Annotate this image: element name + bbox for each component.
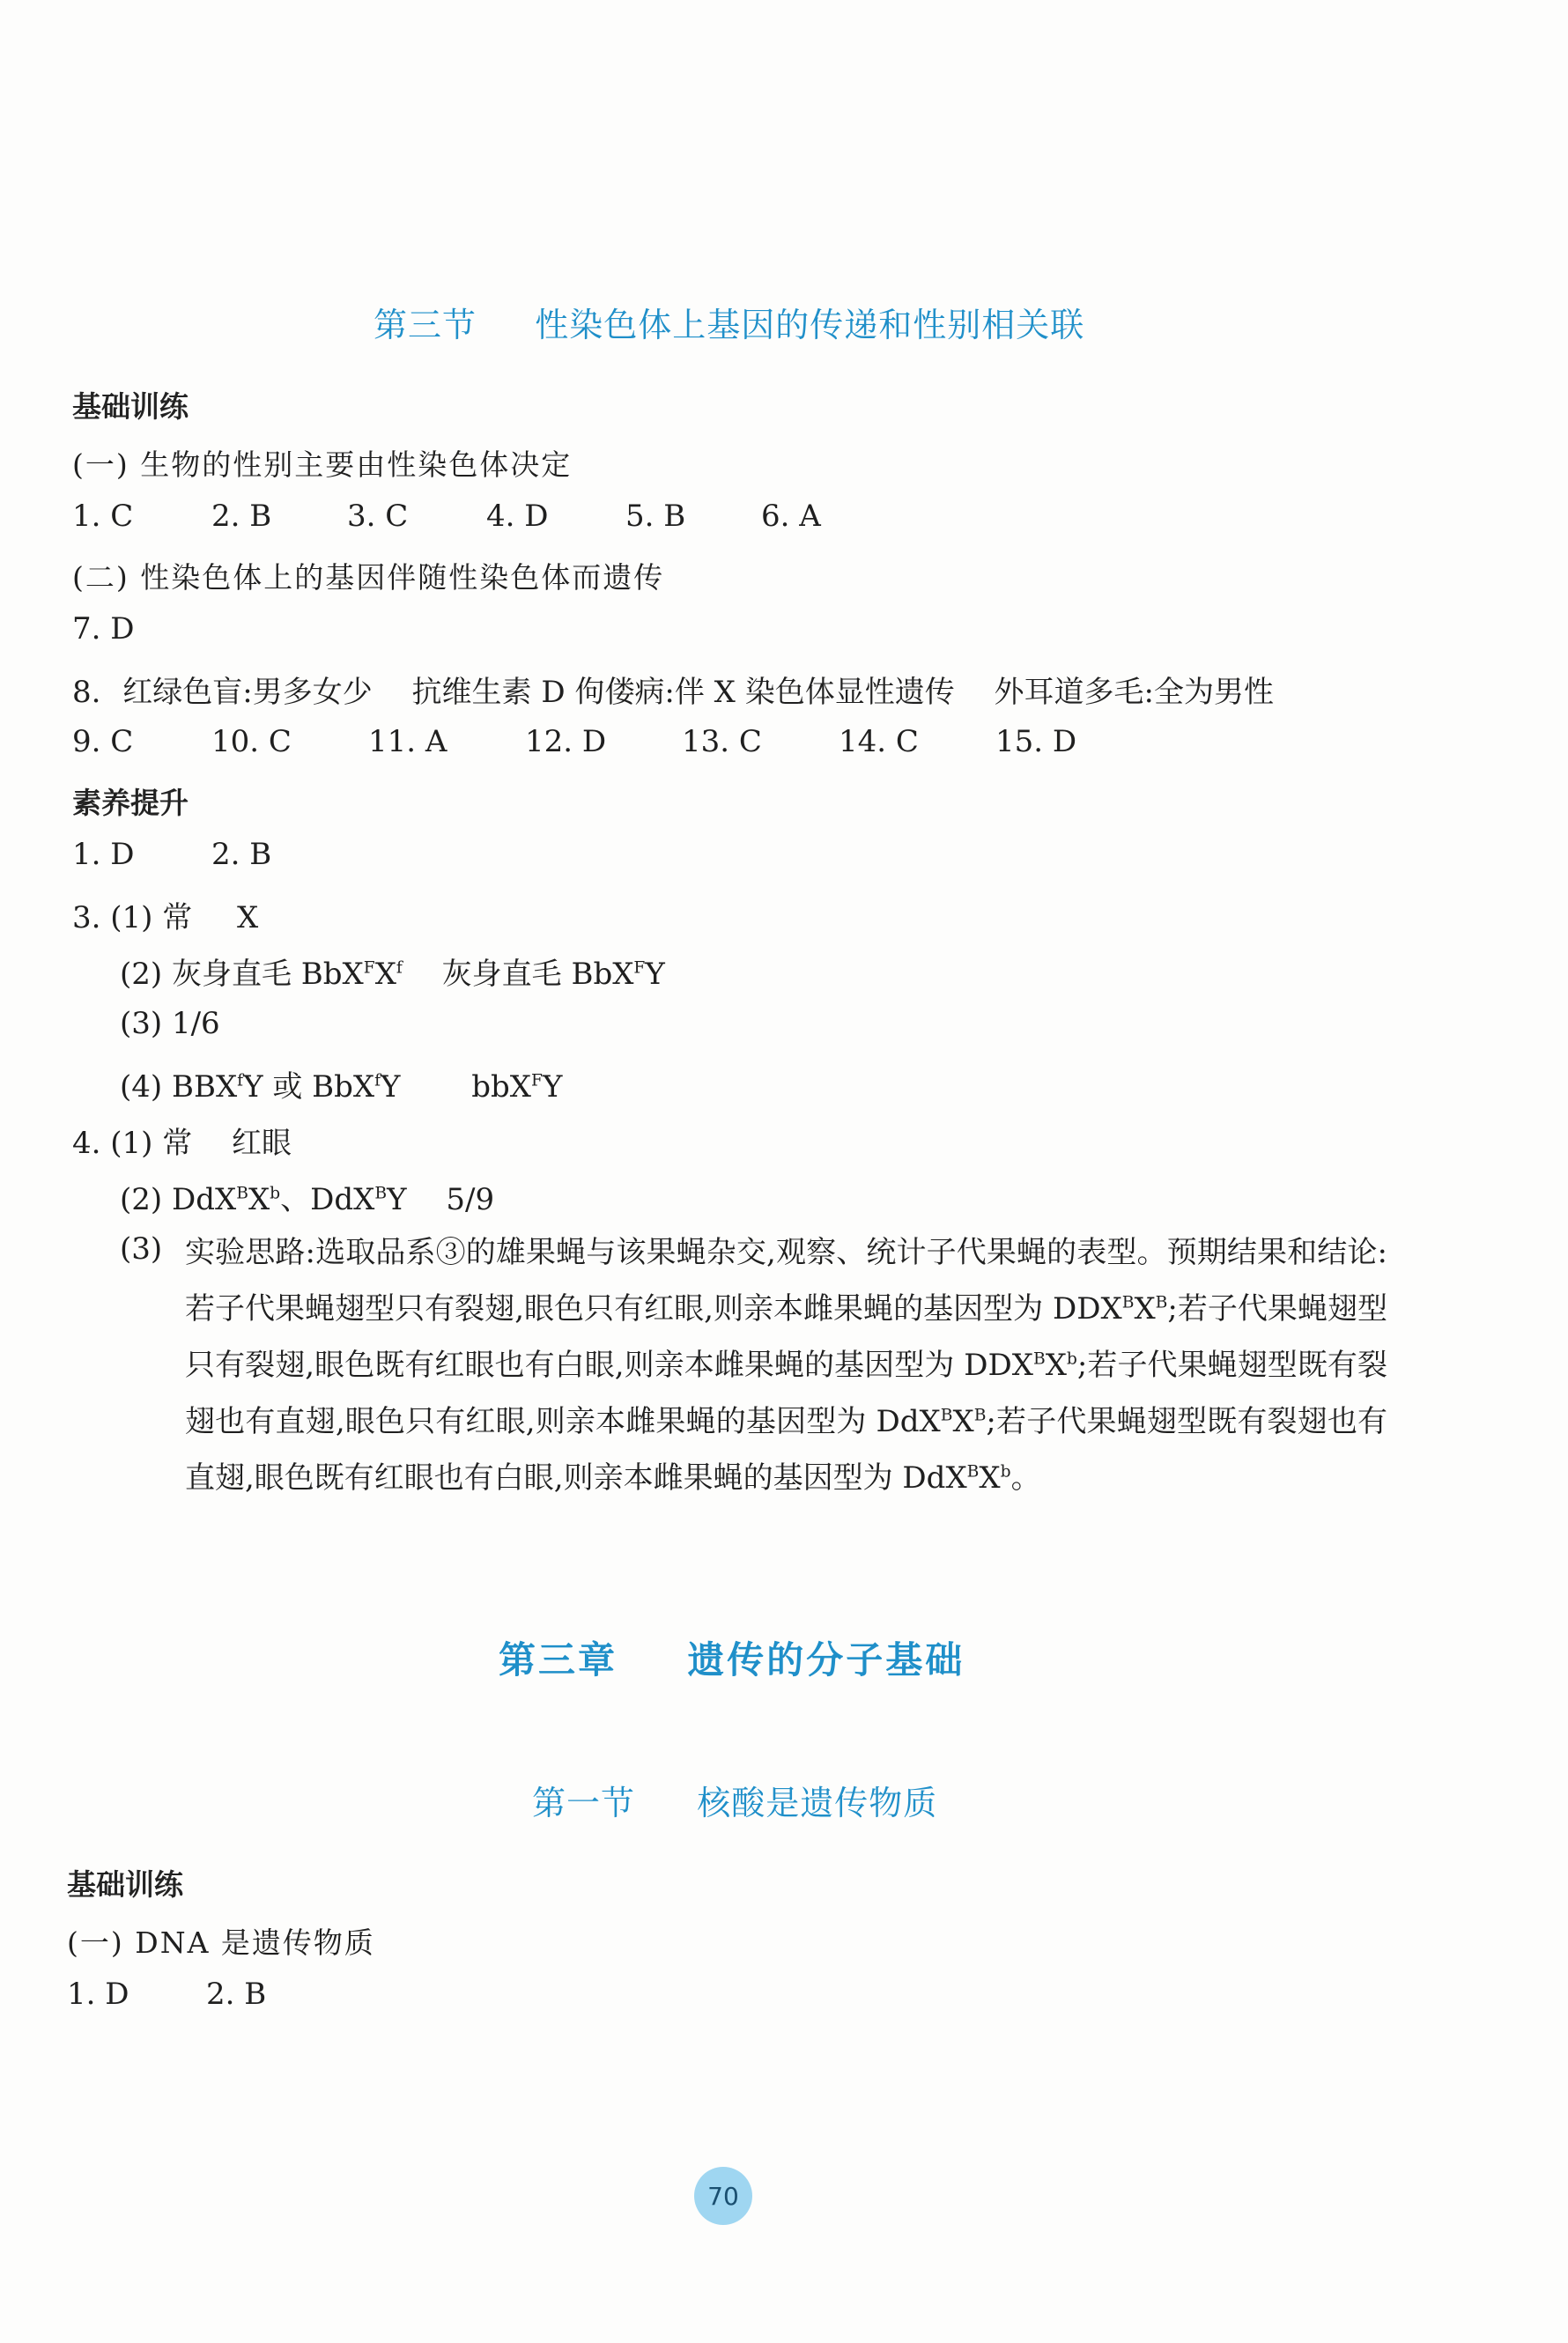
section-name: 性染色体上基因的传递和性别相关联 [535, 306, 1085, 344]
superscript: F [531, 1071, 543, 1090]
answer-text: bbX [471, 1069, 532, 1105]
answer-item: 4. D [486, 499, 549, 534]
superscript: B [1032, 1349, 1046, 1369]
answer-item: 1. D [72, 837, 135, 872]
answer-text: 红绿色盲:男多女少 [122, 675, 373, 710]
superscript: B [236, 1184, 248, 1203]
q3-part2 [120, 950, 665, 993]
superscript: B [940, 1406, 953, 1425]
superscript: b [270, 1184, 281, 1203]
superscript: f [237, 1071, 244, 1090]
improvement-heading: 素养提升 [72, 786, 189, 820]
answer-item: 14. C [839, 724, 919, 759]
basic-training-heading: 基础训练 [67, 1867, 183, 1902]
paragraph-text: ;若子代果蝇翅型既有裂翅也有直翅,眼色只有红眼,则亲本雌果蝇的基因型为 DdX [185, 1348, 1387, 1439]
answer-text: X [248, 1182, 270, 1217]
superscript: b [1000, 1462, 1011, 1482]
q3-part3: (3) 1/6 [120, 1006, 220, 1041]
basic-training-heading: 基础训练 [72, 389, 189, 424]
answer-text: 外耳道多毛:全为男性 [994, 675, 1274, 710]
answer-item: 6. A [761, 499, 821, 534]
answer-text: 5/9 [446, 1182, 495, 1217]
page-number-badge: 70 [694, 2167, 752, 2225]
section-name: 核酸是遗传物质 [697, 1784, 938, 1822]
paragraph-text: 。 [1010, 1460, 1041, 1496]
q4-part3-paragraph [185, 1224, 1387, 1506]
part-one-title: (一) DNA 是遗传物质 [67, 1925, 375, 1960]
q4-part1 [72, 1119, 292, 1162]
part-one-title: (一) 生物的性别主要由性染色体决定 [72, 447, 573, 482]
superscript: B [1155, 1293, 1168, 1312]
superscript: B [973, 1406, 987, 1425]
answer-item: 11. A [368, 724, 447, 759]
answer-text: X [237, 900, 259, 935]
q4-part2 [120, 1175, 494, 1218]
answer-row [67, 1977, 266, 2012]
section-title [532, 1776, 937, 1824]
paragraph-text: X [1134, 1291, 1156, 1327]
paragraph-text: X [952, 1404, 974, 1439]
superscript: f [396, 958, 403, 978]
superscript: F [363, 958, 375, 978]
superscript: f [374, 1071, 381, 1090]
answer-item: 1. C [72, 499, 134, 534]
answer-item: 12. D [525, 724, 607, 759]
answer-text: Y 或 BbX [243, 1069, 375, 1105]
paragraph-text: ;若子代果蝇翅型只有裂翅,眼色既有红眼也有白眼,则亲本雌果蝇的基因型为 DDX [185, 1291, 1387, 1383]
superscript: b [1066, 1349, 1077, 1369]
answer-item: 7. D [72, 611, 135, 647]
answer-item: 10. C [211, 724, 292, 759]
paragraph-text: X [1045, 1348, 1067, 1383]
answer-text: 红眼 [232, 1126, 292, 1161]
answer-text: (4) BBX [120, 1069, 238, 1105]
q4-label: 4. (1) 常 [72, 1126, 193, 1161]
answer-row [72, 668, 1274, 711]
answer-item: 13. C [682, 724, 762, 759]
q4-part3-label: (3) [120, 1231, 163, 1267]
q3-part4 [120, 1062, 562, 1105]
answer-text: Y [381, 1069, 401, 1105]
answer-text: (2) 灰身直毛 BbX [120, 957, 364, 992]
answer-text: 、DdX [280, 1182, 375, 1217]
answer-row [72, 499, 821, 534]
paragraph-text: ;若子代果蝇翅型既有裂翅也有直翅,眼色既有红眼也有白眼,则亲本雌果蝇的基因型为 DdX [185, 1404, 1387, 1496]
section-number: 第三节 [374, 306, 477, 344]
section-title [374, 298, 1084, 346]
superscript: B [374, 1184, 388, 1203]
q3-label: 3. (1) 常 [72, 900, 193, 935]
answer-text: X [374, 957, 396, 992]
chapter-number: 第三章 [499, 1638, 618, 1681]
q3-part1 [72, 893, 258, 936]
paragraph-text: 实验思路:选取品系③的雄果蝇与该果蝇杂交,观察、统计子代果蝇的表型。预期结果和结论:若子代果蝇翅型只有裂翅,眼色只有红眼,则亲本雌果蝇的基因型为 DDX [185, 1235, 1387, 1327]
question-number: 8. [72, 675, 101, 710]
answer-item: 1. D [67, 1977, 129, 2012]
answer-item: 9. C [72, 724, 134, 759]
answer-text: Y [387, 1182, 407, 1217]
answer-row [72, 724, 1076, 759]
answer-text: Y [542, 1069, 563, 1105]
superscript: B [966, 1462, 980, 1482]
answer-text: 抗维生素 D 佝偻病:伴 X 染色体显性遗传 [411, 675, 955, 710]
answer-text: Y [645, 957, 665, 992]
answer-item: 3. C [347, 499, 409, 534]
answer-item: 15. D [995, 724, 1077, 759]
superscript: B [1121, 1293, 1135, 1312]
answer-row [72, 837, 271, 872]
answer-item: 2. B [211, 837, 272, 872]
section-number: 第一节 [532, 1784, 636, 1822]
answer-text: (2) DdX [120, 1182, 237, 1217]
chapter-name: 遗传的分子基础 [687, 1638, 965, 1681]
superscript: F [633, 958, 646, 978]
part-two-title: (二) 性染色体上的基因伴随性染色体而遗传 [72, 560, 665, 595]
answer-item: 2. B [206, 1977, 267, 2012]
answer-item: 2. B [211, 499, 272, 534]
answer-item: 5. B [625, 499, 686, 534]
answer-text: 灰身直毛 BbX [441, 957, 634, 992]
chapter-title [499, 1631, 965, 1684]
paragraph-text: X [979, 1460, 1001, 1496]
